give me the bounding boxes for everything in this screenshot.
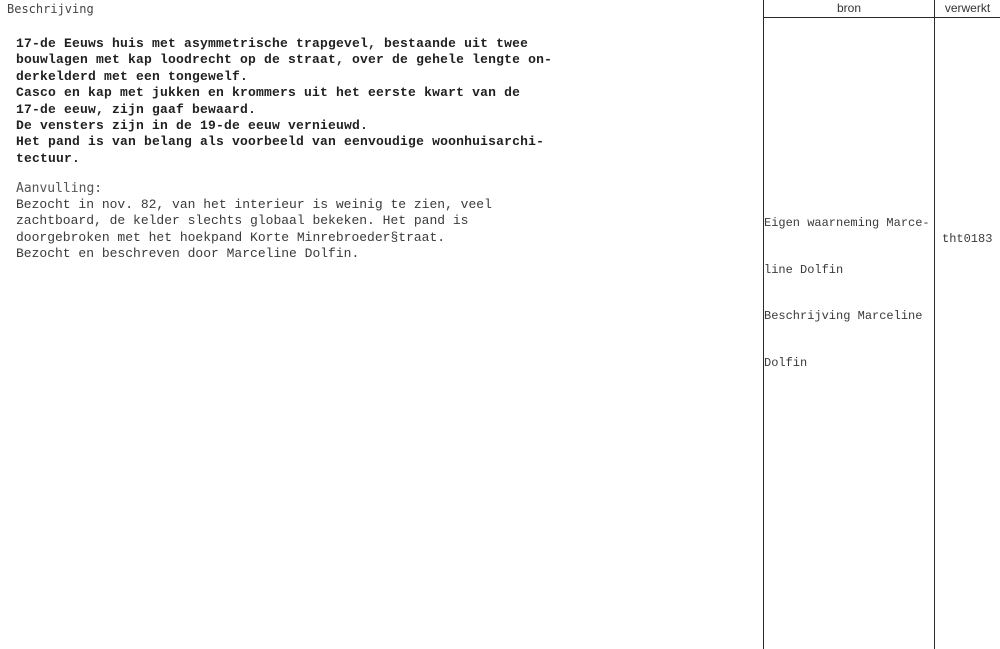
description-line: bouwlagen met kap loodrecht op de straat, over de gehele lengte on- [16, 52, 553, 68]
aanvulling-line: Bezocht in nov. 82, van het interieur is weinig te zien, veel [16, 197, 492, 212]
section-label: Beschrijving [7, 2, 94, 16]
aanvulling-block [16, 197, 492, 263]
bron-line: Dolfin [764, 355, 808, 370]
column-header-verwerkt: verwerkt [944, 1, 991, 15]
bron-line: Beschrijving Marceline [764, 309, 923, 323]
bron-entry [764, 185, 930, 402]
description-line: Casco en kap met jukken en krommers uit het eerste kwart van de [16, 85, 521, 101]
column-divider-verwerkt [934, 0, 935, 649]
aanvulling-heading: Aanvulling: [16, 181, 103, 196]
description-line: 17-de Eeuws huis met asymmetrische trapgevel, bestaande uit twee [16, 36, 529, 51]
aanvulling-line: zachtboard, de kelder slechts globaal bekeken. Het pand is [16, 213, 469, 229]
bron-line: line Dolfin [764, 262, 844, 277]
aanvulling-line: doorgebroken met het hoekpand Korte Minrebroeder§traat. [16, 229, 446, 245]
description-block [16, 36, 552, 167]
description-line: derkelderd met een tongewelf. [16, 68, 249, 84]
header-rule [763, 17, 1000, 18]
verwerkt-code: tht0183 [942, 232, 993, 246]
description-line: Het pand is van belang als voorbeeld van eenvoudige woonhuisarchi- [16, 134, 545, 150]
column-header-bron: bron [836, 1, 862, 15]
description-line: tectuur. [16, 150, 81, 166]
description-line: 17-de eeuw, zijn gaaf bewaard. [16, 101, 257, 117]
bron-line: Eigen waarneming Marce- [764, 216, 930, 230]
description-line: De vensters zijn in de 19-de eeuw vernieuwd. [16, 118, 369, 134]
aanvulling-line: Bezocht en beschreven door Marceline Dolfin. [16, 246, 360, 262]
